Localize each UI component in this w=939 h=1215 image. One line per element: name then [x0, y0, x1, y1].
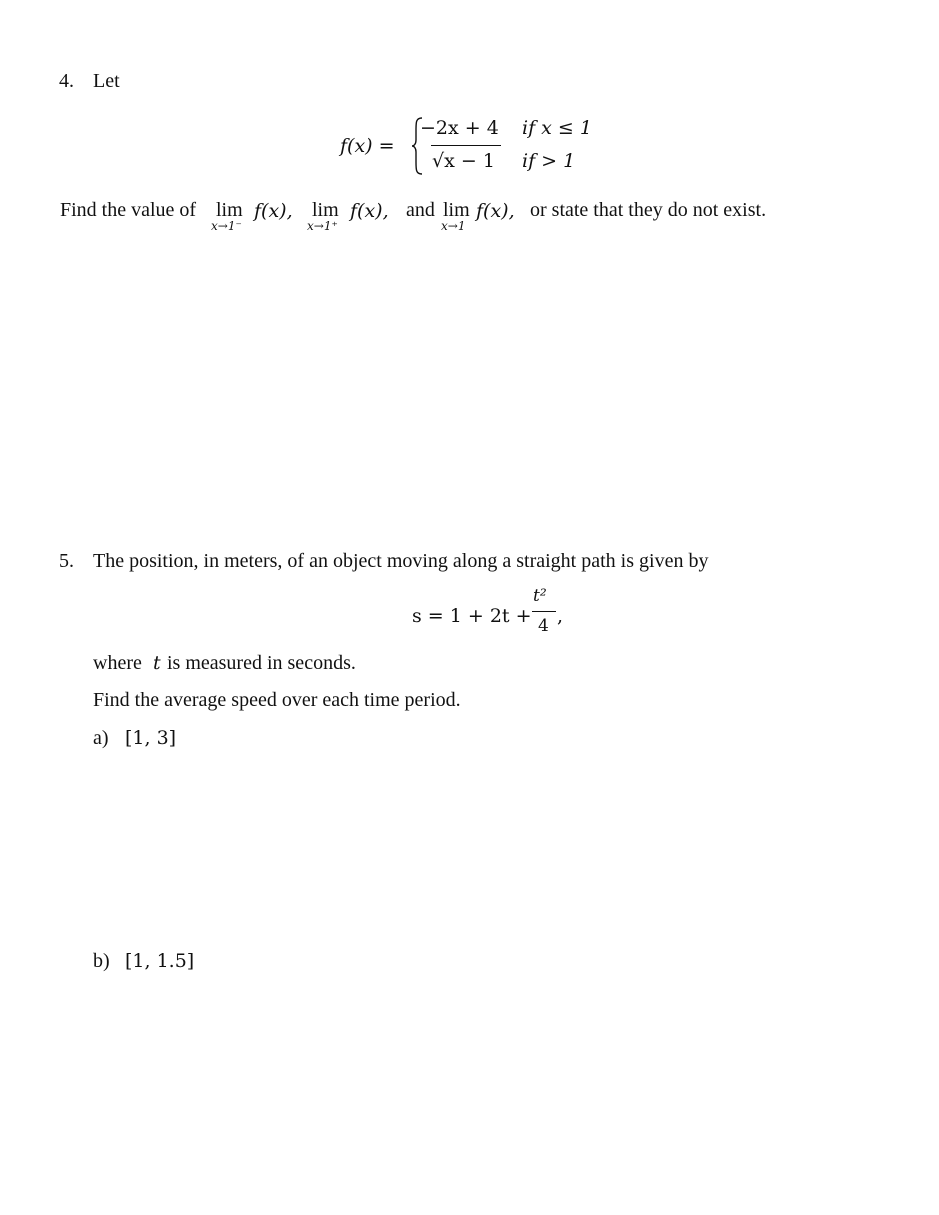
q4-find-prefix: Find the value of	[60, 199, 197, 221]
q4-lim3-subscript: x→1	[441, 219, 466, 233]
radical-bar	[431, 145, 501, 146]
q4-number: 4.	[59, 70, 74, 92]
q5-part-b-interval: [1, 1.5]	[125, 950, 195, 972]
q4-case2-condition: if > 1	[522, 150, 576, 172]
q4-case1-expression: −2x + 4	[420, 117, 499, 139]
q4-lim2-subscript: x→1⁺	[307, 219, 338, 233]
q4-lim1-subscript: x→1⁻	[211, 219, 242, 233]
q4-lim2-function: f(x),	[350, 200, 389, 222]
q4-lim1-function: f(x),	[254, 200, 293, 222]
q4-and-word: and	[406, 199, 435, 221]
q5-where-variable: t	[153, 652, 161, 674]
q4-intro: Let	[93, 70, 120, 92]
q4-case1-condition: if x ≤ 1	[522, 117, 592, 139]
q5-part-a-label: a)	[93, 727, 109, 749]
q5-equation-tail: ,	[557, 605, 564, 627]
q5-fraction-denominator: 4	[538, 616, 549, 636]
q4-lim3-function: f(x),	[476, 200, 515, 222]
q4-find-suffix: or state that they do not exist.	[530, 199, 767, 221]
q5-instruction: Find the average speed over each time period.	[93, 689, 461, 711]
q5-fraction-numerator: t²	[533, 586, 547, 606]
q5-part-a-interval: [1, 3]	[125, 727, 177, 749]
q4-lim3-word: lim	[443, 199, 470, 221]
q4-lim2-word: lim	[312, 199, 339, 221]
q5-equation-lhs: s = 1 + 2t +	[412, 605, 532, 627]
q5-where-prefix: where	[93, 652, 142, 674]
q5-part-b-label: b)	[93, 950, 110, 972]
q4-case2-expression: √x − 1	[432, 150, 495, 172]
q4-lim1-word: lim	[216, 199, 243, 221]
q5-number: 5.	[59, 550, 74, 572]
q5-intro: The position, in meters, of an object moving along a straight path is given by	[93, 550, 709, 572]
q4-function-lhs: f(x) =	[340, 135, 395, 157]
q5-where-suffix: is measured in seconds.	[167, 652, 356, 674]
q5-fraction-bar	[532, 611, 556, 612]
